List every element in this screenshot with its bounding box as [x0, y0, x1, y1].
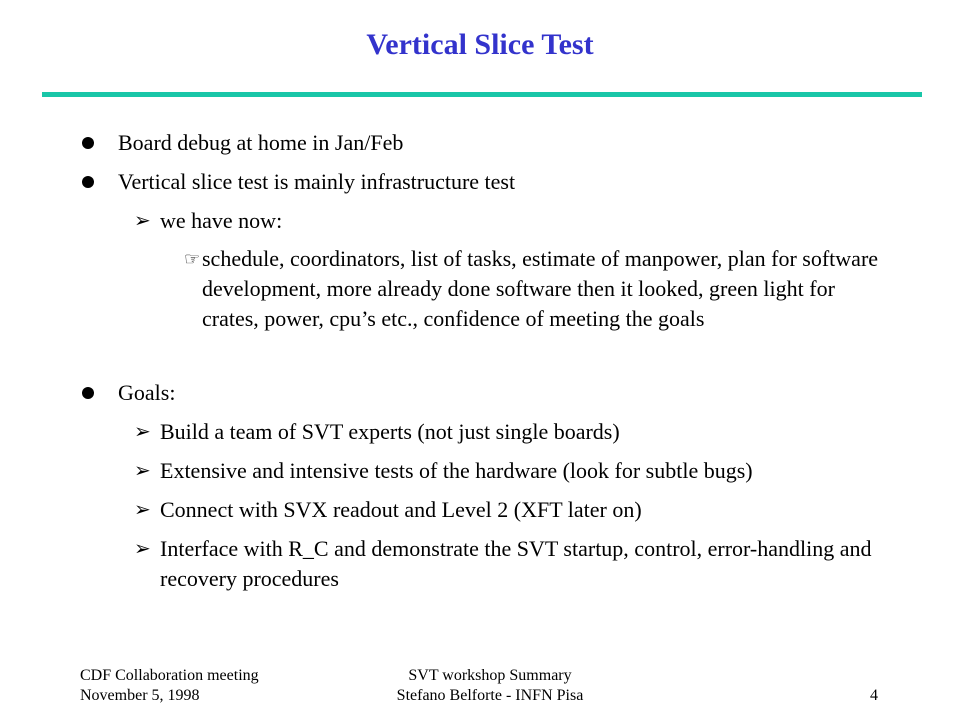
arrow-bullet-icon: ➢ [134, 460, 151, 482]
sub-bullet-text: Build a team of SVT experts (not just single boards) [160, 419, 620, 444]
bullet-text: Vertical slice test is mainly infrastructure test [118, 169, 516, 194]
slide-title: Vertical Slice Test [366, 28, 594, 61]
sub-bullet-text: Interface with R_C and demonstrate the SVT startup, control, error-handling and recovery procedures [160, 536, 872, 591]
footer-event [80, 666, 259, 706]
arrow-bullet-icon: ➢ [134, 421, 151, 443]
bullet-text: Board debug at home in Jan/Feb [118, 130, 404, 155]
arrow-bullet-icon: ➢ [134, 538, 151, 560]
footer-speaker: Stefano Belforte - INFN Pisa [396, 687, 584, 704]
sub-bullet-text: we have now: [160, 208, 283, 233]
bullet-text: Goals: [118, 380, 176, 405]
arrow-bullet-icon: ➢ [134, 499, 151, 521]
detail-bullet-text: schedule, coordinators, list of tasks, estimate of manpower, plan for software development, more already done software then it looked, green light for crates, power, cpu’s etc., confidence of meeting the goals [202, 246, 879, 331]
page-number: 4 [870, 687, 878, 704]
round-bullet-icon [82, 387, 94, 399]
footer-date: November 5, 1998 [80, 687, 200, 704]
footer-talk-title: SVT workshop Summary [408, 667, 572, 684]
round-bullet-icon [82, 176, 94, 188]
footer-presentation [360, 666, 620, 706]
pointing-hand-icon: ☞ [184, 249, 201, 269]
footer-meeting-name: CDF Collaboration meeting [80, 667, 259, 684]
round-bullet-icon [82, 137, 94, 149]
arrow-bullet-icon: ➢ [134, 210, 151, 232]
sub-bullet-text: Connect with SVX readout and Level 2 (XFT later on) [160, 497, 642, 522]
sub-bullet-text: Extensive and intensive tests of the hardware (look for subtle bugs) [160, 458, 753, 483]
